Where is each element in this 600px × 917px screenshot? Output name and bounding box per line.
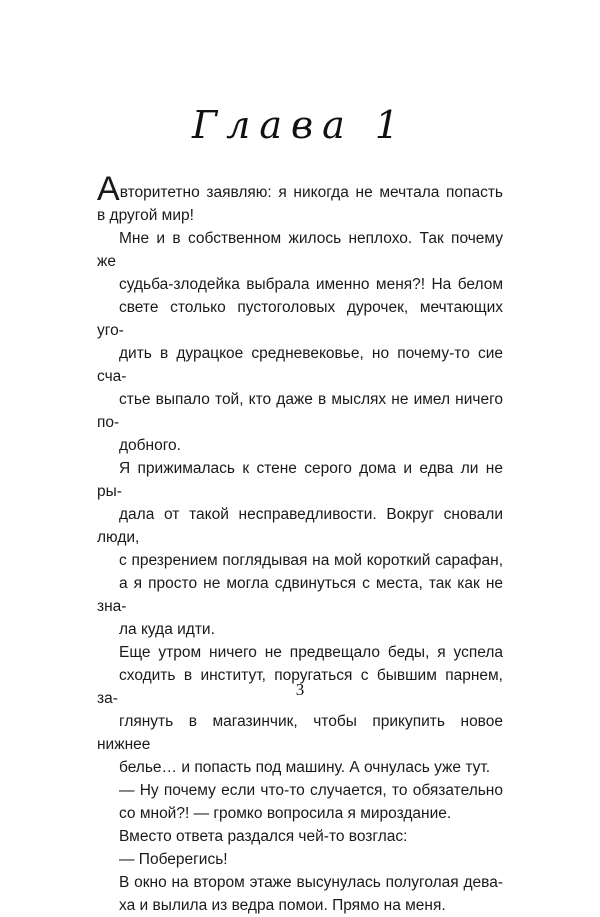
paragraph [97,227,503,457]
body-text [97,170,503,917]
text-line: Еще утром ничего не предвещало беды, я успела [119,644,503,661]
text-line: Вместо ответа раздался чей-то возглас: [119,828,408,845]
text-line: — Поберегись! [119,851,228,868]
text-line: дить в дурацкое средневековье, но почему-то сие сча- [97,345,503,385]
text-line: в другой мир! [97,207,194,224]
paragraph [97,871,503,917]
text-line: ла куда идти. [119,621,215,638]
text-line: стье выпало той, кто даже в мыслях не имел ничего по- [97,391,503,431]
text-line: со мной?! — громко вопросила я мироздание. [119,805,452,822]
text-line: дала от такой несправедливости. Вокруг сновали люди, [97,506,503,546]
paragraph [97,848,503,871]
paragraph [97,779,503,825]
text-line: судьба-злодейка выбрала именно меня?! На белом [119,276,503,293]
text-line: — Ну почему если что-то случается, то обязательно [119,782,503,799]
text-line: Авторитетно заявляю: я никогда не мечтала попасть [97,170,503,208]
text-line: ха и вылила из ведра помои. Прямо на меня. [119,897,446,914]
text-line: с презрением поглядывая на мой короткий сарафан, [119,552,503,569]
paragraph [97,170,503,227]
text-line: глянуть в магазинчик, чтобы прикупить новое нижнее [97,713,503,753]
text-line: а я просто не могла сдвинуться с места, так как не зна- [97,575,503,615]
page-number: 3 [295,680,305,699]
paragraph [97,641,503,779]
paragraph [97,825,503,848]
text-line: В окно на втором этаже высунулась полуголая дева- [119,874,503,891]
text-line: сходить в институт, поругаться с бывшим парнем, за- [97,667,503,707]
text-line: добного. [119,437,181,454]
chapter-title: Глава 1 [191,103,409,147]
text-line: свете столько пустоголовых дурочек, мечтающих уго- [97,299,503,339]
text-line: белье… и попасть под машину. А очнулась уже тут. [119,759,491,776]
drop-cap: А [97,170,120,208]
paragraph [97,457,503,641]
text-line: Мне и в собственном жилось неплохо. Так почему же [97,230,503,270]
text-line: Я прижималась к стене серого дома и едва ли не ры- [97,460,503,500]
